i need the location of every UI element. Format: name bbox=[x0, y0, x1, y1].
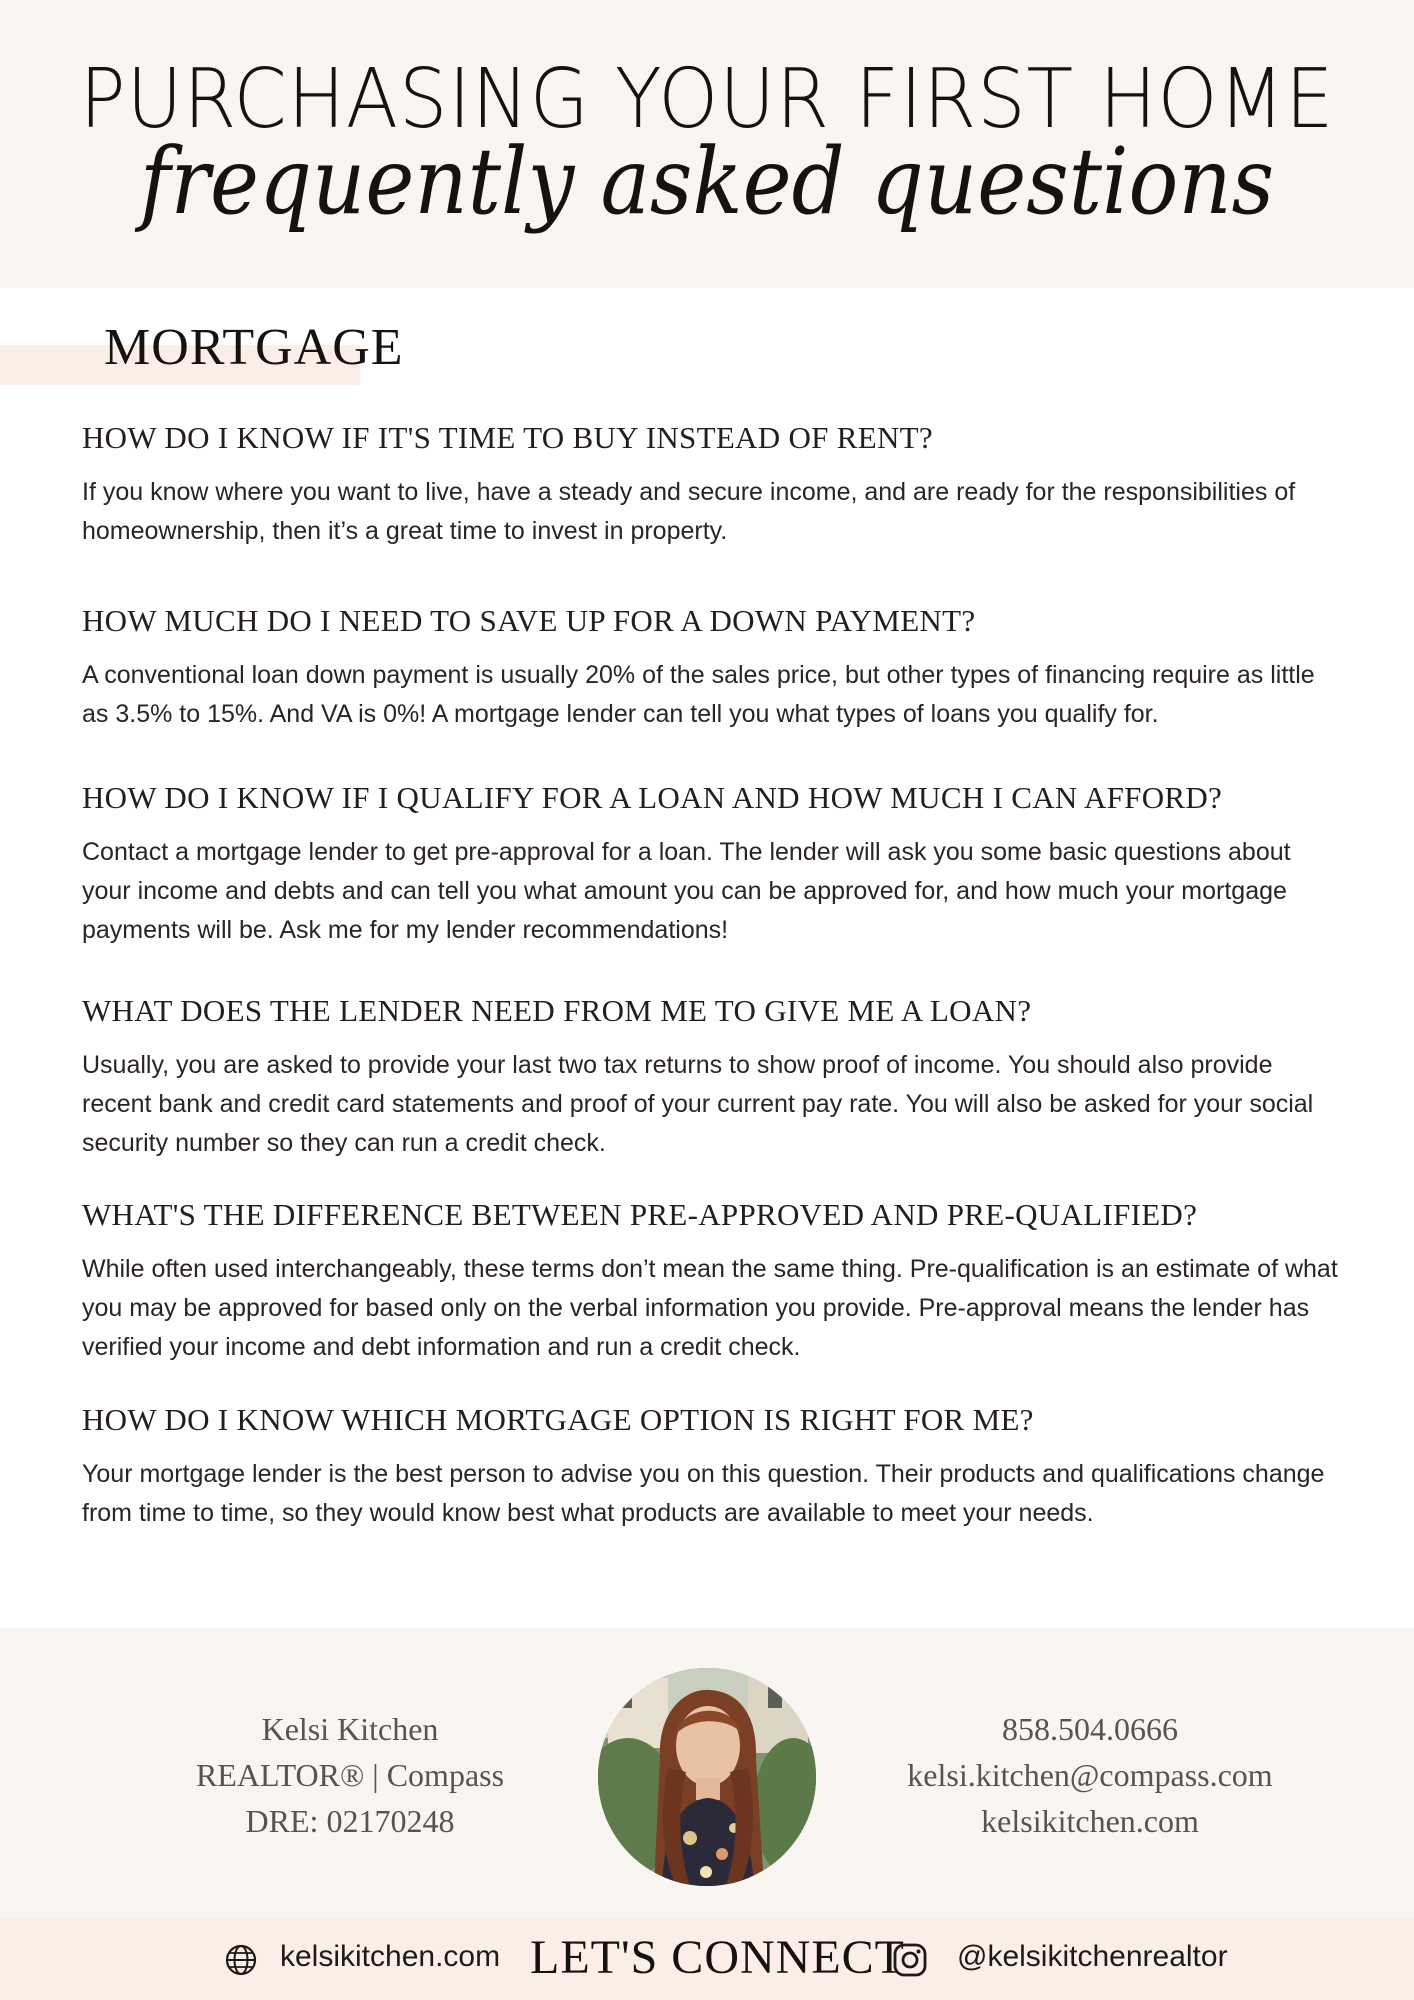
instagram-icon bbox=[892, 1942, 928, 1978]
faq-item bbox=[82, 1197, 1342, 1367]
section-title: MORTGAGE bbox=[104, 319, 404, 376]
faq-answer: Contact a mortgage lender to get pre-approval for a loan. The lender will ask you some basic questions about your income and debts and can tell you what amount you can be approved for, and how much your mortgage payments will be. Ask me for my lender recommendations! bbox=[82, 838, 1291, 944]
website-link[interactable]: kelsikitchen.com bbox=[280, 1940, 501, 1973]
faq-question: HOW DO I KNOW WHICH MORTGAGE OPTION IS RIGHT FOR ME? bbox=[82, 1402, 1034, 1437]
agent-title: REALTOR® | Compass bbox=[195, 1757, 505, 1793]
agent-email[interactable]: kelsi.kitchen@compass.com bbox=[907, 1757, 1273, 1793]
faq-question: WHAT DOES THE LENDER NEED FROM ME TO GIVE ME A LOAN? bbox=[82, 993, 1032, 1028]
faq-question: HOW DO I KNOW IF I QUALIFY FOR A LOAN AND HOW MUCH I CAN AFFORD? bbox=[82, 780, 1223, 815]
page-title: PURCHASING YOUR FIRST HOME bbox=[79, 52, 1335, 147]
faq-item bbox=[82, 1402, 1342, 1533]
faq-item bbox=[82, 993, 1342, 1163]
faq-answer: If you know where you want to live, have a steady and secure income, and are ready for the responsibilities of homeownership, then it’s a great time to invest in property. bbox=[82, 478, 1296, 545]
agent-phone[interactable]: 858.504.0666 bbox=[1002, 1711, 1178, 1747]
faq-answer: While often used interchangeably, these terms don’t mean the same thing. Pre-qualification is an estimate of what you may be approved for based only on the verbal information you provide. Pre-approval means the lender has verified your income and debt information and run a credit check. bbox=[82, 1255, 1338, 1361]
faq-question: WHAT'S THE DIFFERENCE BETWEEN PRE-APPROVED AND PRE-QUALIFIED? bbox=[82, 1197, 1198, 1232]
agent-name: Kelsi Kitchen bbox=[261, 1711, 439, 1747]
faq-item bbox=[82, 603, 1342, 734]
page-subtitle: frequently asked questions bbox=[139, 128, 1275, 235]
faq-question: HOW MUCH DO I NEED TO SAVE UP FOR A DOWN PAYMENT? bbox=[82, 603, 976, 638]
agent-contact bbox=[880, 1706, 1300, 1844]
faq-item bbox=[82, 420, 1342, 551]
instagram-handle[interactable]: @kelsikitchenrealtor bbox=[957, 1940, 1228, 1973]
connect-title: LET'S CONNECT bbox=[530, 1931, 905, 1984]
faq-item bbox=[82, 780, 1342, 950]
agent-license: DRE: 02170248 bbox=[245, 1803, 455, 1839]
faq-answer: Usually, you are asked to provide your last two tax returns to show proof of income. You should also provide recent bank and credit card statements and proof of your current pay rate. You will also be asked for your social security number so they can run a credit check. bbox=[82, 1051, 1314, 1157]
faq-question: HOW DO I KNOW IF IT'S TIME TO BUY INSTEAD OF RENT? bbox=[82, 420, 933, 455]
faq-answer: Your mortgage lender is the best person to advise you on this question. Their products and qualifications change from time to time, so they would know best what products are available to meet your needs. bbox=[82, 1460, 1325, 1527]
agent-photo bbox=[598, 1668, 816, 1886]
agent-info bbox=[150, 1706, 550, 1844]
agent-website[interactable]: kelsikitchen.com bbox=[981, 1803, 1199, 1839]
globe-icon bbox=[224, 1943, 258, 1977]
faq-answer: A conventional loan down payment is usually 20% of the sales price, but other types of financing require as little as 3.5% to 15%. And VA is 0%! A mortgage lender can tell you what types of loans you qualify for. bbox=[82, 661, 1315, 728]
